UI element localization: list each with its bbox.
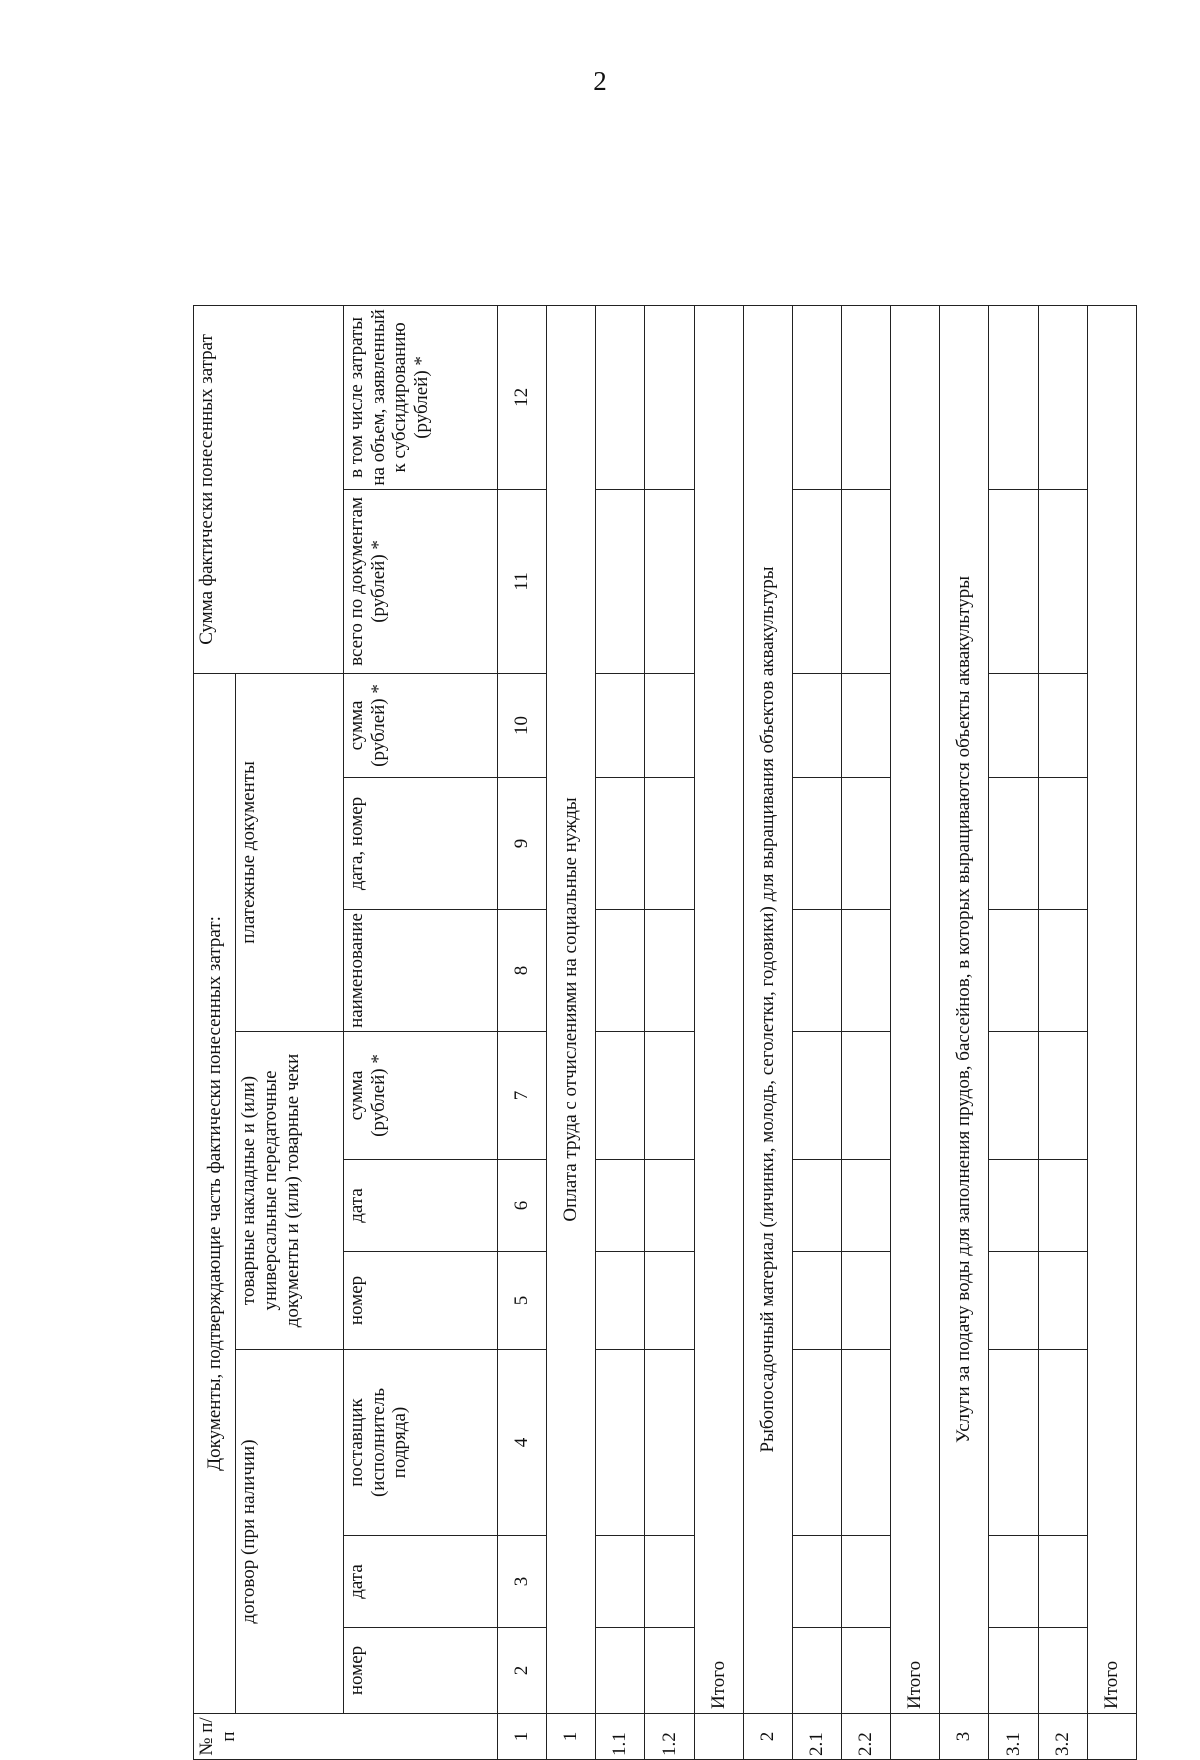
table-cell [596,1160,645,1252]
column-number: 5 [497,1252,546,1350]
table-cell [792,1160,841,1252]
table-cell [989,673,1038,777]
header-payment-sum: сумма (рублей) * [343,673,497,777]
table-cell [989,1032,1038,1160]
table-cell [596,1536,645,1628]
table-cell [792,1350,841,1536]
column-number: 12 [497,305,546,489]
table-cell [1038,673,1087,777]
row-number: 1.2 [645,1714,694,1760]
column-number: 9 [497,778,546,910]
table-cell [792,673,841,777]
table-cell [989,1252,1038,1350]
table-cell [1038,489,1087,673]
table-cell [645,305,694,489]
table-cell [596,1032,645,1160]
column-number: 8 [497,910,546,1032]
table-cell [792,489,841,673]
table-cell [841,1350,890,1536]
table-cell [841,1252,890,1350]
table-cell [989,305,1038,489]
table-row [596,305,645,1759]
header-sum-group: Сумма фактически понесенных затрат [194,305,344,673]
column-number: 1 [497,1714,546,1760]
table-cell [645,1536,694,1628]
table-cell [645,1160,694,1252]
cost-table [193,305,1137,1760]
header-invoices: товарные накладные и (или) универсальные передаточные документы и (или) товарные чеки [236,1032,343,1350]
table-cell [1038,1350,1087,1536]
table-cell [891,1714,940,1760]
table-cell [1038,1628,1087,1714]
table-cell [1087,1714,1136,1760]
column-number: 10 [497,673,546,777]
total-label: Итого [1087,305,1136,1713]
table-cell [645,910,694,1032]
header-contract-number: номер [343,1628,497,1714]
table-cell [645,1252,694,1350]
section-title: Услуги за подачу воды для заполнения прудов, бассейнов, в которых выращиваются объекты аквакультуры [940,305,989,1713]
header-payments: платежные документы [236,673,343,1031]
column-number: 2 [497,1628,546,1714]
section-number: 2 [743,1714,792,1760]
table-cell [1038,305,1087,489]
section-number: 3 [940,1714,989,1760]
row-number: 3.1 [989,1714,1038,1760]
row-number: 2.1 [792,1714,841,1760]
table-cell [792,778,841,910]
table-cell [989,1160,1038,1252]
table-cell [694,1714,743,1760]
row-number: 1.1 [596,1714,645,1760]
table-cell [596,305,645,489]
table-cell [645,673,694,777]
column-number: 7 [497,1032,546,1160]
table-cell [1038,1160,1087,1252]
header-documents-group: Документы, подтверждающие часть фактически понесенных затрат: [194,673,236,1713]
header-invoice-sum: сумма (рублей) * [343,1032,497,1160]
header-supplier: поставщик (исполнитель подряда) [343,1350,497,1536]
table-cell [989,489,1038,673]
header-payment-name: наименование [343,910,497,1032]
table-cell [596,1350,645,1536]
table-cell [645,1032,694,1160]
row-number: 2.2 [841,1714,890,1760]
table-cell [989,1350,1038,1536]
table-cell [1038,1252,1087,1350]
table-cell [841,910,890,1032]
table-cell [841,1628,890,1714]
table-cell [841,305,890,489]
table-cell [792,1628,841,1714]
table-cell [645,489,694,673]
table-row [989,305,1038,1759]
table-cell [645,778,694,910]
table-cell [596,489,645,673]
total-label: Итого [694,305,743,1713]
table-cell [1038,1032,1087,1160]
table-cell [792,1032,841,1160]
table-row [841,305,890,1759]
row-number: 3.2 [1038,1714,1087,1760]
table-cell [841,778,890,910]
table-cell [841,673,890,777]
table-cell [989,1628,1038,1714]
column-number: 11 [497,489,546,673]
table-row [792,305,841,1759]
section-title: Рыбопосадочный материал (личинки, молодь, сеголетки, годовики) для выращивания объектов аквакультуры [743,305,792,1713]
total-row [891,305,940,1759]
header-col-no: № п/п [194,1714,498,1760]
total-row [694,305,743,1759]
table-row [1038,305,1087,1759]
header-contract: договор (при наличии) [236,1350,343,1714]
total-label: Итого [891,305,940,1713]
section-number: 1 [547,1714,596,1760]
header-invoice-number: номер [343,1252,497,1350]
table-cell [1038,910,1087,1032]
table-cell [989,1536,1038,1628]
table-cell [1038,1536,1087,1628]
table-cell [841,1032,890,1160]
table-cell [792,305,841,489]
table-cell [596,673,645,777]
cost-table-container [193,306,1137,1760]
total-row [1087,305,1136,1759]
column-number: 4 [497,1350,546,1536]
table-cell [596,1628,645,1714]
column-number: 3 [497,1536,546,1628]
table-cell [792,1536,841,1628]
table-row [645,305,694,1759]
header-contract-date: дата [343,1536,497,1628]
table-cell [645,1628,694,1714]
table-cell [645,1350,694,1536]
table-cell [596,778,645,910]
header-total-by-docs: всего по документам (рублей) * [343,489,497,673]
table-cell [989,910,1038,1032]
header-incl-subsidy: в том числе затраты на объем, заявленный к субсидированию (рублей) * [343,305,497,489]
section-title: Оплата труда с отчислениями на социальные нужды [547,305,596,1713]
page-number: 2 [593,66,607,96]
table-cell [841,1536,890,1628]
table-cell [792,1252,841,1350]
table-cell [596,910,645,1032]
column-number: 6 [497,1160,546,1252]
table-cell [989,778,1038,910]
header-payment-date-number: дата, номер [343,778,497,910]
table-cell [596,1252,645,1350]
table-cell [841,489,890,673]
table-cell [1038,778,1087,910]
header-invoice-date: дата [343,1160,497,1252]
table-cell [792,910,841,1032]
table-cell [841,1160,890,1252]
